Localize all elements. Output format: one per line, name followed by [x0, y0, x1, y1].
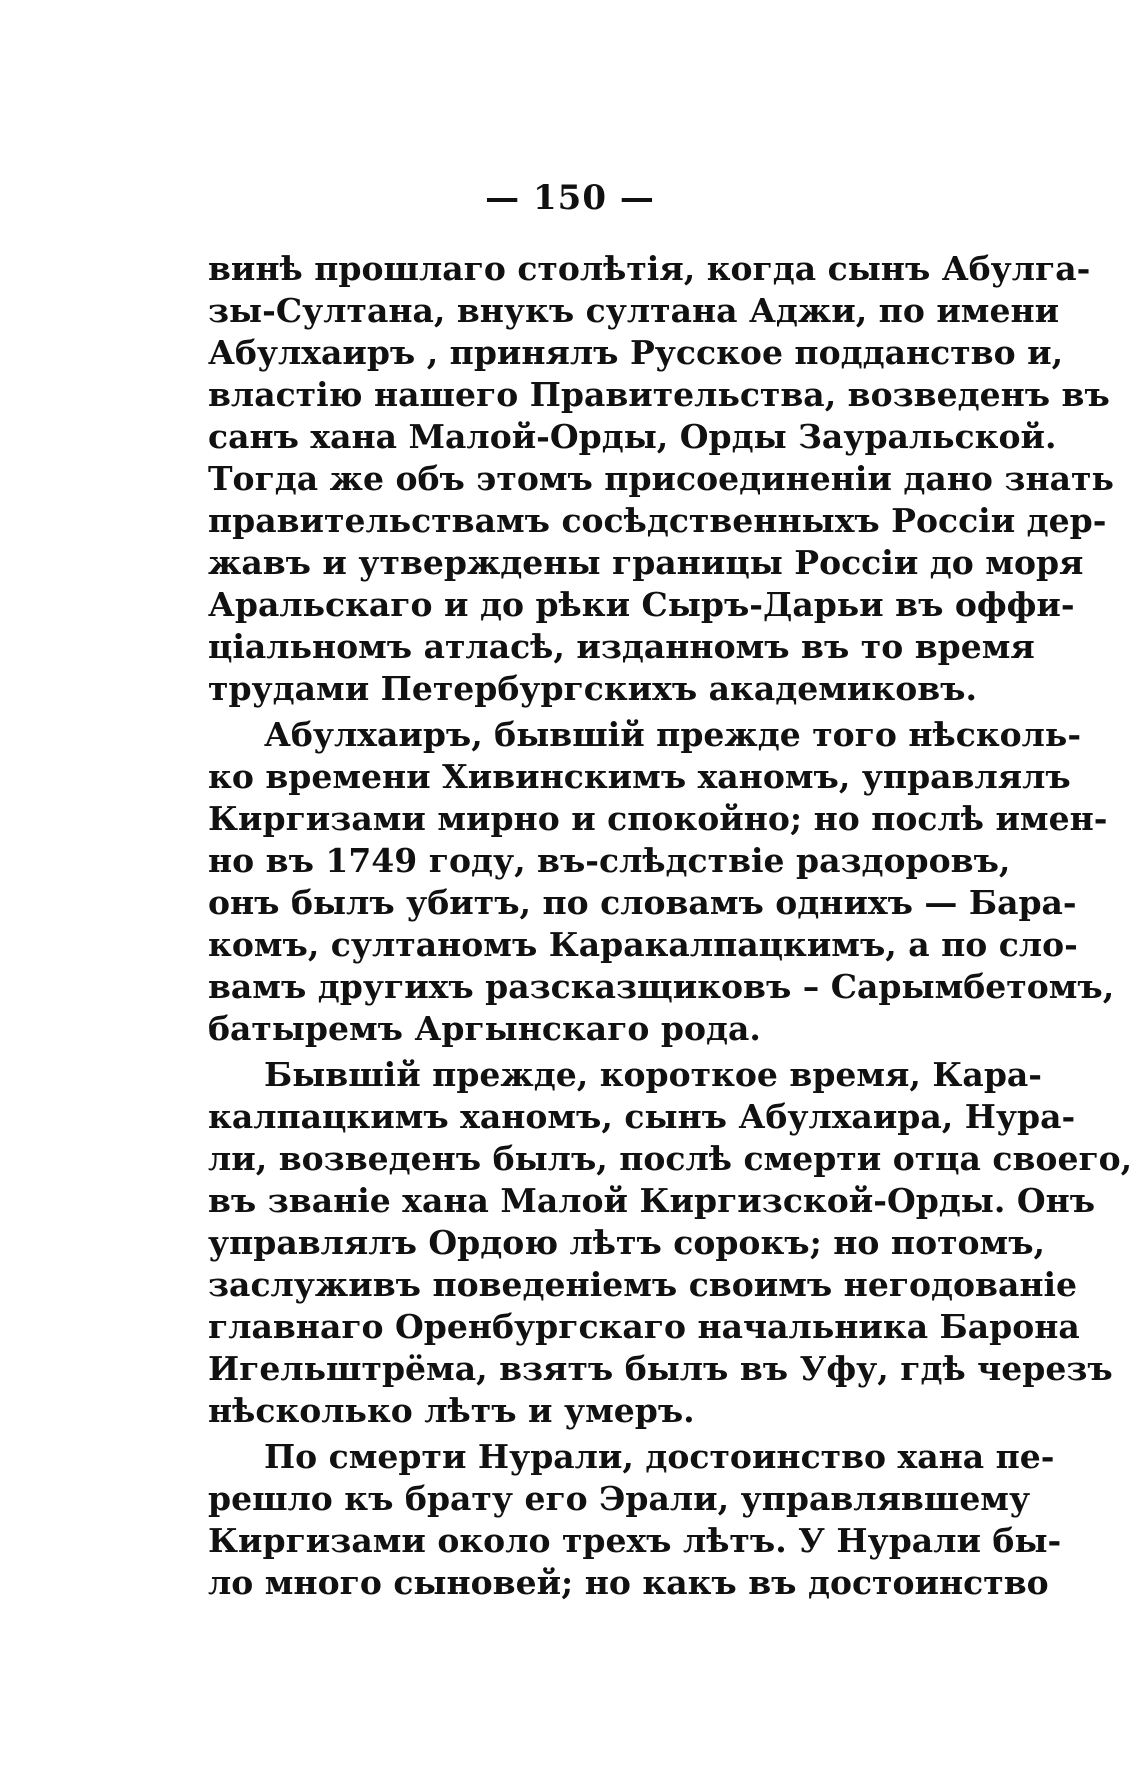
text-line: Аральскаго и до рѣки Сыръ-Дарьи въ оффи-	[208, 585, 1075, 624]
text-line: ко времени Хивинскимъ ханомъ, управлялъ	[208, 757, 1071, 796]
text-line: ціальномъ атласѣ, изданномъ въ то время	[208, 627, 1035, 666]
text-line: но въ 1749 году, въ-слѣдствіе раздоровъ,	[208, 841, 1011, 880]
text-line: правительствамъ сосѣдственныхъ Россіи дер-	[208, 501, 1107, 540]
body-text	[208, 248, 1133, 1604]
text-line: въ званіе хана Малой Киргизской-Орды. Онъ	[208, 1181, 1096, 1220]
text-line: санъ хана Малой-Орды, Орды Зауральской.	[208, 417, 1057, 456]
text-line: батыремъ Аргынскаго рода.	[208, 1009, 761, 1048]
text-line: Абулхаиръ , принялъ Русское подданство и,	[208, 333, 1064, 372]
text-line: заслуживъ поведеніемъ своимъ негодованіе	[208, 1265, 1078, 1304]
text-line: трудами Петербургскихъ академиковъ.	[208, 669, 977, 708]
text-line: комъ, султаномъ Каракалпацкимъ, а по сло-	[208, 925, 1078, 964]
text-line: нѣсколько лѣтъ и умеръ.	[208, 1391, 695, 1430]
text-line: властію нашего Правительства, возведенъ въ	[208, 375, 1110, 414]
text-line: Киргизами мирно и спокойно; но послѣ имен-	[208, 799, 1108, 838]
text-line: жавъ и утверждены границы Россіи до моря	[208, 543, 1084, 582]
text-line: По смерти Нурали, достоинство хана пе-	[264, 1437, 1055, 1476]
page-number: — 150 —	[485, 178, 655, 218]
text-line: Бывшій прежде, короткое время, Кара-	[264, 1055, 1042, 1094]
text-line: винѣ прошлаго столѣтія, когда сынъ Абулга-	[208, 249, 1091, 288]
text-line: ли, возведенъ былъ, послѣ смерти отца своего,	[208, 1139, 1133, 1178]
text-line: вамъ другихъ разсказщиковъ – Сарымбетомъ,	[208, 967, 1115, 1006]
text-line: ло много сыновей; но какъ въ достоинство	[208, 1563, 1049, 1602]
text-line: калпацкимъ ханомъ, сынъ Абулхаира, Нура-	[208, 1097, 1076, 1136]
text-line: зы-Султана, внукъ султана Аджи, по имени	[208, 291, 1060, 330]
text-line: Игельштрёма, взятъ былъ въ Уфу, гдѣ черезъ	[208, 1349, 1113, 1388]
text-line: решло къ брату его Эрали, управлявшему	[208, 1479, 1031, 1518]
text-line: онъ былъ убитъ, по словамъ однихъ — Бара-	[208, 883, 1077, 922]
text-line: управлялъ Ордою лѣтъ сорокъ; но потомъ,	[208, 1223, 1046, 1262]
text-line: Киргизами около трехъ лѣтъ. У Нурали бы-	[208, 1521, 1062, 1560]
text-line: главнаго Оренбургскаго начальника Барона	[208, 1307, 1080, 1346]
text-line: Абулхаиръ, бывшій прежде того нѣсколь-	[264, 715, 1082, 754]
text-line: Тогда же объ этомъ присоединеніи дано знать	[208, 459, 1114, 498]
